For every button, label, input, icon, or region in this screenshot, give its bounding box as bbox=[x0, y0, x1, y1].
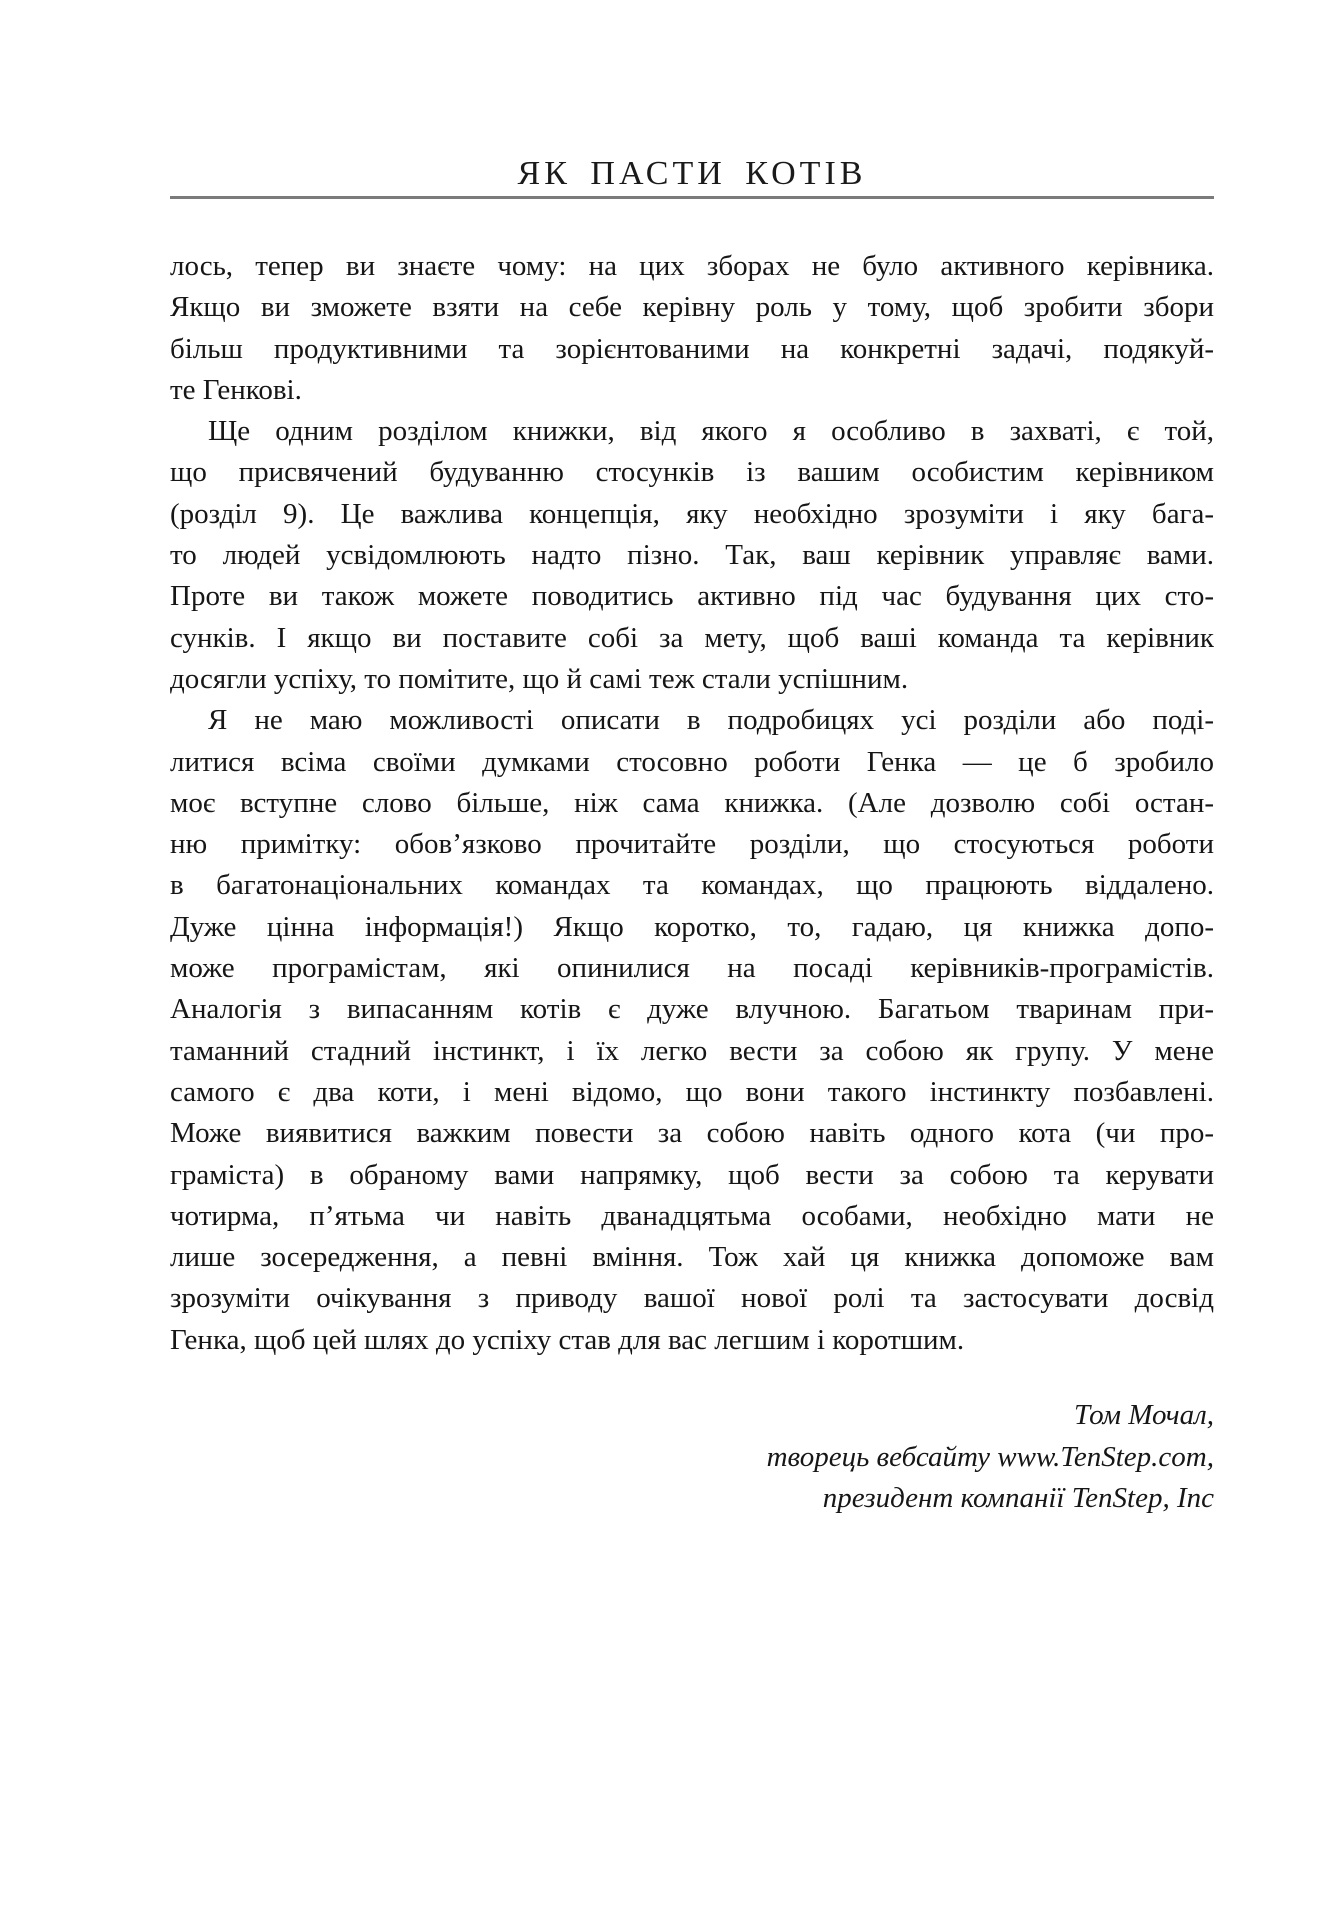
text-line: литися всіма своїми думками стосовно роботи Генка — це б зробило bbox=[170, 745, 1214, 778]
text-line: сунків. І якщо ви поставите собі за мету, щоб ваші команда та керівник bbox=[170, 621, 1214, 654]
content-column bbox=[170, 0, 1214, 1520]
text-line: моє вступне слово більше, ніж сама книжка. (Але дозволю собі остан- bbox=[170, 786, 1214, 819]
text-line: що присвячений будуванню стосунків із вашим особистим керівником bbox=[170, 456, 1214, 489]
text-line: лише зосередження, а певні вміння. Тож хай ця книжка допоможе вам bbox=[170, 1241, 1214, 1274]
text-line: самого є два коти, і мені відомо, що вони такого інстинкту позбавлені. bbox=[170, 1075, 1214, 1108]
signature-website: творець вебсайту www.TenStep.com, bbox=[766, 1440, 1214, 1473]
header-rule bbox=[170, 196, 1214, 199]
text-line: може програмістам, які опинилися на посаді керівників-програмістів. bbox=[170, 952, 1214, 985]
text-line: таманний стадний інстинкт, і їх легко вести за собою як групу. У мене bbox=[170, 1034, 1214, 1067]
paragraph bbox=[170, 700, 1214, 1361]
text-line: лось, тепер ви знаєте чому: на цих зборах не було активного керівника. bbox=[170, 250, 1214, 282]
text-line: зрозуміти очікування з приводу вашої нової ролі та застосувати досвід bbox=[170, 1282, 1214, 1315]
text-line: в багатонаціональних командах та командах, що працюють віддалено. bbox=[170, 869, 1214, 902]
text-line: (розділ 9). Це важлива концепція, яку необхідно зрозуміти і яку бага- bbox=[170, 497, 1214, 530]
text-line: Ще одним розділом книжки, від якого я особливо в захваті, є той, bbox=[208, 415, 1214, 448]
text-line: Аналогія з випасанням котів є дуже влучною. Багатьом тваринам при- bbox=[170, 993, 1214, 1026]
text-line: ню примітку: обов’язково прочитайте розділи, що стосуються роботи bbox=[170, 828, 1214, 861]
text-line: чотирма, п’ятьма чи навіть дванадцятьма особами, необхідно мати не bbox=[170, 1199, 1214, 1232]
paragraph bbox=[170, 411, 1214, 700]
running-head: ЯК ПАСТИ КОТІВ bbox=[517, 155, 867, 192]
text-line: те Генкові. bbox=[170, 373, 302, 406]
paragraph bbox=[170, 246, 1214, 411]
text-line: то людей усвідомлюють надто пізно. Так, ваш керівник управляє вами. bbox=[170, 539, 1214, 572]
body-text bbox=[170, 246, 1214, 1361]
text-line: Генка, щоб цей шлях до успіху став для вас легшим і коротшим. bbox=[170, 1323, 965, 1356]
text-line: досягли успіху, то помітите, що й самі теж стали успішним. bbox=[170, 662, 909, 695]
signature-name: Том Мочал, bbox=[1074, 1399, 1214, 1432]
text-line: Якщо ви зможете взяти на себе керівну роль у тому, щоб зробити збори bbox=[170, 291, 1214, 324]
text-line: Я не маю можливості описати в подробицях усі розділи або поді- bbox=[208, 704, 1214, 737]
signature-title: президент компанії TenStep, Inc bbox=[822, 1482, 1214, 1515]
text-line: більш продуктивними та зорієнтованими на конкретні задачі, подякуй- bbox=[170, 332, 1214, 365]
text-line: Проте ви також можете поводитись активно під час будування цих сто- bbox=[170, 580, 1214, 613]
text-line: граміста) в обраному вами напрямку, щоб вести за собою та керувати bbox=[170, 1158, 1214, 1191]
text-line: Може виявитися важким повести за собою навіть одного кота (чи про- bbox=[170, 1117, 1214, 1150]
author-signature bbox=[170, 1395, 1214, 1520]
text-line: Дуже цінна інформація!) Якщо коротко, то, гадаю, ця книжка допо- bbox=[170, 910, 1214, 943]
